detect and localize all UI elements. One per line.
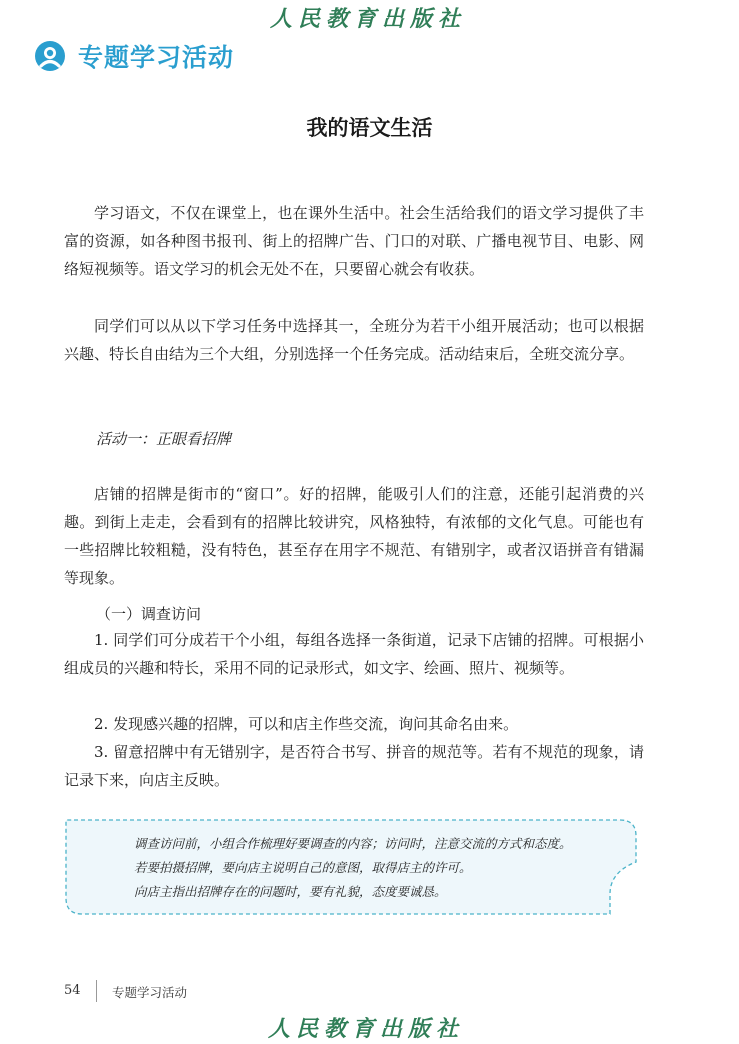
tip-line: 向店主指出招牌存在的问题时，要有礼貌，态度要诚恳。 (134, 884, 447, 899)
activity-description: 店铺的招牌是街市的“窗口”。好的招牌，能吸引人们的注意，还能引起消费的兴趣。到街上走走，会看到有的招牌比较讲究，风格独特，有浓郁的文化气息。可能也有一些招牌比较粗糙，没有特色，甚至存在用字不规范、有错别字，或者汉语拼音有错漏等现象。 (64, 485, 644, 587)
tip-line: 调查访问前，小组合作梳理好要调查的内容；访问时，注意交流的方式和态度。 (134, 836, 572, 851)
student-avatar-icon (34, 40, 66, 72)
tip-line: 若要拍摄招牌，要向店主说明自己的意图，取得店主的许可。 (134, 860, 472, 875)
intro-paragraph-1: 学习语文，不仅在课堂上，也在课外生活中。社会生活给我们的语文学习提供了丰富的资源，如各种图书报刊、街上的招牌广告、门口的对联、广播电视节目、电影、网络短视频等。语文学习的机会无处不在，只要留心就会有收获。 (64, 204, 644, 278)
intro-paragraph-2: 同学们可以从以下学习任务中选择其一，全班分为若干小组开展活动；也可以根据兴趣、特长自由结为三个大组，分别选择一个任务完成。活动结束后，全班交流分享。 (64, 317, 644, 363)
footer-divider (96, 980, 97, 1002)
activity-subheading: （一）调查访问 (96, 605, 202, 623)
publisher-logo-top: 人民教育出版社 (270, 6, 467, 32)
section-title: 专题学习活动 (78, 43, 235, 72)
activity-step-2: 2. 发现感兴趣的招牌，可以和店主作些交流，询问其命名由来。 (94, 715, 519, 733)
tip-text (134, 832, 572, 904)
page-number: 54 (64, 983, 81, 998)
footer-section-name: 专题学习活动 (112, 985, 188, 1000)
activity-heading: 活动一：正眼看招牌 (96, 430, 232, 448)
publisher-logo-bottom: 人民教育出版社 (268, 1016, 465, 1042)
activity-step-1: 1. 同学们可分成若干个小组，每组各选择一条街道，记录下店铺的招牌。可根据小组成员的兴趣和特长，采用不同的记录形式，如文字、绘画、照片、视频等。 (64, 631, 644, 677)
tip-box (64, 818, 638, 916)
page-title: 我的语文生活 (306, 116, 433, 140)
section-header (34, 38, 234, 74)
activity-step-3: 3. 留意招牌中有无错别字，是否符合书写、拼音的规范等。若有不规范的现象，请记录下来，向店主反映。 (64, 743, 644, 789)
